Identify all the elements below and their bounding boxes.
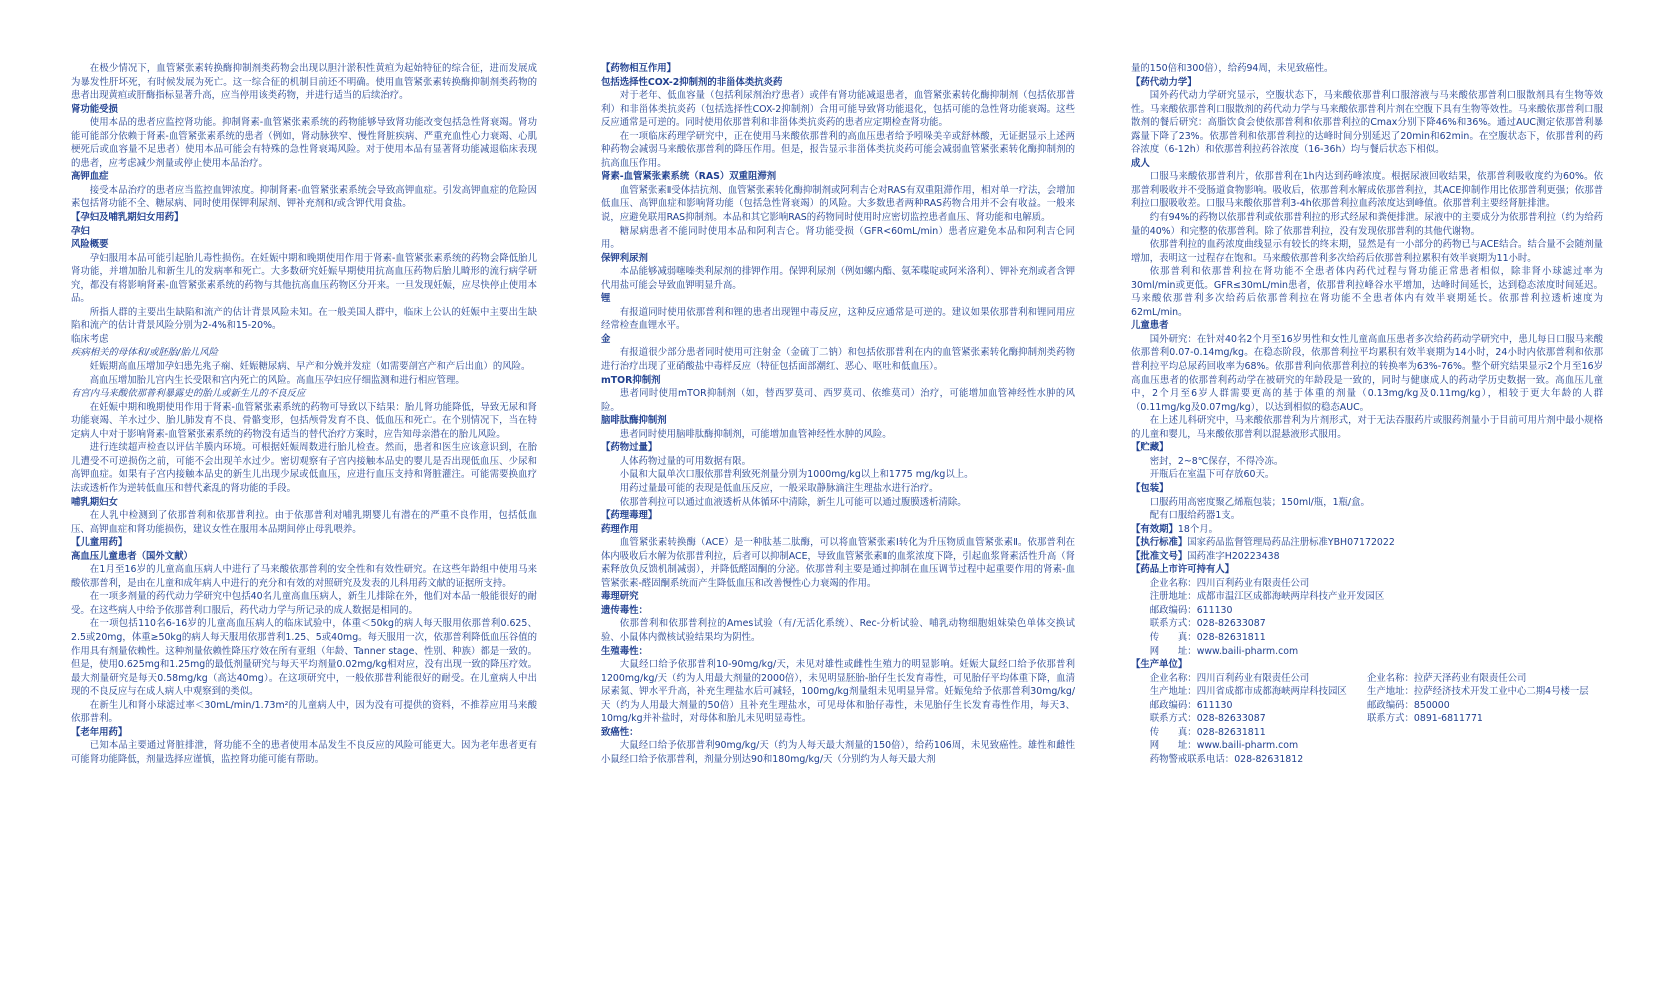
paragraph: 用药过量最可能的表现是低血压反应，一般采取静脉滴注生理盐水进行治疗。: [619, 482, 939, 494]
paragraph: 患者同时使用脑啡肽酶抑制剂，可能增加血管神经性水肿的风险。: [619, 428, 892, 440]
field-label: 传 真：: [1149, 631, 1197, 643]
paragraph: 口服马来酸依那普利片，依那普利在1h内达到药峰浓度。根据尿液回收结果，依那普利吸收度约为60%。依那普利吸收并不受肠道食物影响。吸收后，依那普利水解成依那普利拉，其ACE抑制作用比依那普利更强；依那普利拉口服吸收差。口服马来酸依那普利3-4h依那普利拉血药浓度达到峰值。依那普利主要经肾脏排泄。: [1131, 171, 1603, 210]
paragraph: 糖尿病患者不能同时使用本品和阿利吉仑。肾功能受损（GFR<60mL/min）患者应避免本品和阿利吉仑同用。: [601, 225, 1075, 251]
mfr-row: [1367, 672, 1603, 686]
section-heading: 【药物过量】: [601, 442, 658, 454]
paragraph: 在新生儿和肾小球滤过率＜30mL/min/1.73m²的儿童病人中，因为没有可提供的资料，不推荐应用马来酸依那普利。: [71, 699, 537, 725]
manufacturer-1: [1131, 672, 1367, 767]
mfr-row: [1367, 685, 1603, 699]
section-heading: 【儿童用药】: [71, 537, 128, 549]
field-value: 028-82633087: [1196, 713, 1266, 725]
mah-row: [1131, 645, 1603, 659]
section-heading: 【生产单位】: [1131, 659, 1188, 671]
mfr-row: [1131, 739, 1367, 753]
subheading: 毒理研究: [601, 591, 639, 603]
section-heading: 【药品上市许可持有人】: [1131, 564, 1235, 576]
section-heading: 【孕妇及哺乳期妇女用药】: [71, 212, 184, 224]
field-label: 邮政编码：: [1149, 604, 1197, 616]
field-label: 网 址：: [1149, 740, 1197, 752]
field-value: 028-82631811: [1196, 631, 1266, 643]
field-value: 拉萨经济技术开发工业中心二期4号楼一层: [1413, 686, 1589, 698]
paragraph: 接受本品治疗的患者应当监控血钾浓度。抑制肾素-血管紧张素系统会导致高钾血症。引发高钾血症的危险因素包括肾功能不全、糖尿病、同时使用保钾利尿剂、钾补充剂和/或含钾代用食盐。: [71, 184, 537, 210]
paragraph: 对于老年、低血容量（包括利尿剂治疗患者）或伴有肾功能减退患者，血管紧张素转化酶抑制剂（包括依那普利）和非甾体类抗炎药（包括选择性COX-2抑制剂）合用可能导致肾功能退化，包括可能的急性肾功能衰竭。这些反应通常是可逆的。同时使用依那普利和非甾体类抗炎药的患者应定期检查肾功能。: [601, 90, 1075, 129]
field-label: 联系方式：: [1149, 618, 1197, 630]
subheading: 儿童患者: [1131, 320, 1169, 332]
field-label: 联系方式：: [1149, 713, 1197, 725]
field-label: 联系方式：: [1367, 713, 1414, 725]
mfr-row: [1131, 685, 1367, 699]
approval-value: 国药准字H20223438: [1187, 550, 1280, 562]
paragraph: 在人乳中检测到了依那普利和依那普利拉。由于依那普利对哺乳期婴儿有潜在的严重不良作用，包括低血压、高钾血症和肾功能损伤，建议女性在服用本品期间停止母乳喂养。: [71, 510, 537, 535]
field-label: 邮政编码：: [1367, 699, 1414, 711]
section-heading: 【药物相互作用】: [601, 63, 677, 74]
approval-line: [1131, 550, 1603, 564]
manufacturers: [1131, 672, 1603, 767]
field-label: 网 址：: [1149, 645, 1197, 657]
manufacturer-2: [1367, 672, 1603, 767]
section-heading: 【药代动力学】: [1131, 76, 1197, 88]
paragraph: 密封，2~8℃保存，不得冷冻。: [1149, 455, 1284, 467]
column-middle: [601, 62, 1075, 962]
standard-value: 国家药品监督管理局药品注册标准YBH07172022: [1187, 537, 1395, 549]
paragraph: 所指人群的主要出生缺陷和流产的估计背景风险未知。在一般美国人群中，临床上公认的妊娠中主要出生缺陷和流产的估计背景风险分别为2-4%和15-20%。: [71, 306, 537, 332]
mah-row: [1131, 631, 1603, 645]
paragraph: 在1月至16岁的儿童高血压病人中进行了马来酸依那普利的安全性和有效性研究。在这些年龄组中使用马来酸依那普利，是由在儿童和成年病人中进行的充分和有效的对照研究及发表的儿科用药文献的证据所支持。: [71, 564, 537, 589]
section-heading: 【执行标准】: [1131, 537, 1188, 549]
field-value: 四川百利药业有限责任公司: [1196, 672, 1310, 684]
paragraph: 依那普利和依那普利拉的Ames试验（有/无活化系统）、Rec-分析试验、哺乳动物细胞姐妹染色单体交换试验、小鼠体内微核试验结果均为阴性。: [601, 618, 1075, 643]
field-value: 四川百利药业有限责任公司: [1196, 577, 1310, 589]
paragraph: 患者同时使用mTOR抑制剂（如，替西罗莫司、西罗莫司、依维莫司）治疗，可能增加血管神经性水肿的风险。: [601, 388, 1075, 413]
section-heading: 【老年用药】: [71, 726, 128, 738]
field-value: www.baili-pharm.com: [1196, 645, 1299, 657]
paragraph: 量的150倍和300倍），给药94周，未见致癌性。: [1131, 63, 1334, 74]
paragraph: 配有口服给药器1支。: [1149, 510, 1241, 522]
subheading: 风险概要: [71, 239, 109, 251]
paragraph: 依那普利和依那普利拉在肾功能不全患者体内药代过程与肾功能正常患者相似，除非肾小球滤过率为30ml/min或更低。GFR≤30mL/min患者，依那普利拉峰谷水平增加，达峰时间延长，达到稳态浓度时间延迟。马来酸依那普利多次给药后依那普利拉在肾功能不全患者体内有效半衰期延长。依那普利拉透析速度为62mL/min。: [1131, 266, 1603, 318]
field-value: 028-82631811: [1196, 726, 1266, 738]
subheading: 成人: [1131, 157, 1150, 169]
subheading: 遗传毒性：: [601, 604, 648, 616]
mah-row: [1131, 617, 1603, 631]
field-value: 四川省成都市成都海峡两岸科技园区: [1196, 686, 1347, 698]
paragraph: 有报道同时使用依那普利和锂的患者出现锂中毒反应，这种反应通常是可逆的。建议如果依那普利和锂同用应经常检查血锂水平。: [601, 306, 1075, 332]
subheading: 高血压儿童患者（国外文献）: [71, 550, 193, 562]
paragraph: 在一项包括110名6-16岁的儿童高血压病人的临床试验中，体重＜50kg的病人每天服用依那普利0.625、2.5或20mg，体重≥50kg的病人每天服用依那普利1.25、5或40mg。每天服用一次，依那普利降低血压谷值的作用具有剂量依赖性。这种剂量依赖性降压疗效在所有亚组（年龄、Tanner stage、性别、种族）都是一致的。但是，使用0.625mg和1.25mg的最低剂量研究与每天平均剂量0.02mg/kg相对应，没有出现一致的降压疗效。最大剂量研究是每天0.58mg/kg（高达40mg）。在这项研究中，一般依那普利能很好的耐受。在儿童病人中出现的不良反应与在成人病人中观察到的类似。: [71, 618, 537, 698]
field-value: 611130: [1196, 699, 1233, 711]
subheading: 保钾利尿剂: [601, 252, 648, 264]
field-value: 028-82631812: [1234, 753, 1304, 765]
field-label: 传 真：: [1149, 726, 1197, 738]
subheading: mTOR抑制剂: [601, 374, 661, 386]
subheading: 生殖毒性：: [601, 645, 648, 657]
field-label: 生产地址：: [1367, 686, 1414, 698]
paragraph: 进行连续超声检查以评估羊膜内环境。可根据妊娠周数进行胎儿检查。然而，患者和医生应该意识到，在胎儿遭受不可逆损伤之前，可能不会出现羊水过少。密切观察有子宫内接触本品史的婴儿是否出现低血压、少尿和高钾血症。如果有子宫内接触本品史的新生儿出现少尿或低血压，应进行血压支持和肾脏灌注。可能需要换血疗法或透析作为逆转低血压和替代紊乱的肾功能的手段。: [71, 442, 537, 494]
mah-row: [1131, 577, 1603, 591]
shelf-life-value: 18个月。: [1177, 523, 1218, 535]
paragraph: 有报道很少部分患者同时使用可注射金（金硫丁二钠）和包括依那普利在内的血管紧张素转化酶抑制剂类药物进行治疗出现了亚硝酸盐中毒样反应（特征包括面部潮红、恶心、呕吐和低血压）。: [601, 347, 1075, 373]
paragraph: 血管紧张素转换酶（ACE）是一种肽基二肽酶，可以将血管紧张素Ⅰ转化为升压物质血管紧张素Ⅱ。依那普利在体内吸收后水解为依那普利拉，后者可以抑制ACE，导致血管紧张素Ⅱ的血浆浓度下降，引起血浆肾素活性升高（肾素释放负反馈机制减弱），并降低醛固酮的分泌。依那普利主要是通过抑制在血压调节过程中起重要作用的肾素-血管紧张素-醛固酮系统而产生降低血压和改善慢性心力衰竭的作用。: [601, 537, 1075, 589]
field-value: www.baili-pharm.com: [1196, 740, 1299, 752]
standard-line: [1131, 536, 1603, 550]
paragraph: 国外研究：在针对40名2个月至16岁男性和女性儿童高血压患者多次给药药动学研究中，患儿每日口服马来酸依那普利0.07-0.14mg/kg。在稳态阶段，依那普利拉平均累积有效半衰期为14小时，24小时内依那普利和依那普利拉平均总尿药回收率为68%。依那普利向依那普利拉的转换率为63%-76%。整个研究结果显示2个月至16岁高血压患者的依那普利药动学在被研究的年龄段是一致的，同时与健康成人的药动学历史数据一致。高血压儿童中，2个月至6岁人群需要更高的基于体重的剂量（0.13mg/kg及0.11mg/kg），相较于更大年龄的人群（0.11mg/kg及0.07mg/kg），以达到相似的稳态AUC。: [1131, 333, 1603, 413]
subheading: 有宫内马来酸依那普利暴露史的胎儿或新生儿的不良反应: [71, 388, 306, 400]
paragraph: 妊娠期高血压增加孕妇患先兆子痫、妊娠糖尿病、早产和分娩并发症（如需要剖宫产和产后出血）的风险。: [89, 361, 531, 373]
field-label: 企业名称：: [1149, 577, 1197, 589]
field-label: 邮政编码：: [1149, 699, 1197, 711]
mah-row: [1131, 590, 1603, 604]
subheading: 孕妇: [71, 225, 90, 237]
field-label: 注册地址：: [1149, 591, 1197, 603]
paragraph: 血管紧张素Ⅱ受体拮抗剂、血管紧张素转化酶抑制剂或阿利吉仑对RAS有双重阻滞作用，相对单一疗法，会增加低血压、高钾血症和影响肾功能（包括急性肾衰竭）的风险。大多数患者两种RAS药物合用并不会有收益。一般来说，应避免联用RAS抑制剂。本品和其它影响RAS的药物同时使用时应密切监控患者血压、肾功能和电解质。: [601, 184, 1075, 224]
subheading: 锂: [601, 293, 611, 305]
field-value: 拉萨天泽药业有限责任公司: [1413, 672, 1527, 684]
subheading: 脑啡肽酶抑制剂: [601, 415, 667, 427]
mfr-row: [1131, 726, 1367, 740]
mfr-row: [1367, 712, 1603, 726]
subheading: 临床考虑: [71, 333, 109, 345]
paragraph: 在一项多剂量的药代动力学研究中包括40名儿童高血压病人，新生儿排除在外，他们对本品一般能很好的耐受。在这些病人中给予依那普利口服后，药代动力学与所记录的成人数据是相同的。: [71, 591, 537, 616]
mfr-row: [1131, 672, 1367, 686]
paragraph: 已知本品主要通过肾脏排泄，肾功能不全的患者使用本品发生不良反应的风险可能更大。因为老年患者更有可能肾功能降低，剂量选择应谨慎，监控肾功能可能有帮助。: [71, 740, 537, 765]
section-heading: 【批准文号】: [1131, 550, 1188, 562]
field-label: 生产地址：: [1149, 686, 1197, 698]
mfr-row: [1367, 699, 1603, 713]
paragraph: 依那普利拉的血药浓度曲线显示有较长的终末期，显然是有一小部分的药物已与ACE结合。结合量不会随剂量增加，表明这一过程存在饱和。马来酸依那普利多次给药后依那普利拉累积有效半衰期为11小时。: [1131, 239, 1603, 264]
paragraph: 在一项临床药理学研究中，正在使用马来酸依那普利的高血压患者给予吲哚美辛或舒林酸，无证据显示上述两种药物会减弱马来酸依那普利的降压作用。但是，报告显示非甾体类抗炎药可能会减弱血管紧张素转化酶抑制剂的抗高血压作用。: [601, 130, 1075, 169]
section-heading: 【有效期】: [1131, 523, 1178, 535]
mfr-row: [1131, 712, 1367, 726]
shelf-life-line: [1131, 523, 1603, 537]
paragraph: 国外药代动力学研究显示，空腹状态下，马来酸依那普利口服溶液与马来酸依那普利口服散剂具有生物等效性。马来酸依那普利口服散剂的药代动力学与马来酸依那普利片剂在空腹下具有生物等效性。马来酸依那普利口服散剂的餐后研究：高脂饮食会使依那普利和依那普利拉的Cmax分别下降46%和36%。通过AUC测定依那普利暴露量下降了23%。依那普利和依那普利拉的达峰时间分别延迟了20min和62min。在空腹状态下，依那普利的药谷浓度（6-12h）和依那普利拉药谷浓度（16-36h）均与餐后状态下相似。: [1131, 90, 1603, 156]
field-label: 企业名称：: [1149, 672, 1197, 684]
subheading: 哺乳期妇女: [71, 496, 118, 508]
paragraph: 使用本品的患者应监控肾功能。抑制肾素-血管紧张素系统的药物能够导致肾功能改变包括急性肾衰竭。肾功能可能部分依赖于肾素-血管紧张素系统的患者（例如，肾动脉狭窄、慢性肾脏疾病、严重充血性心力衰竭、心肌梗死后或血容量不足患者）使用本品可能会有特殊的急性肾衰竭风险。对于使用本品有显著肾功能减退临床表现的患者，应考虑减少剂量或停止使用本品治疗。: [71, 117, 537, 169]
subheading: 肾功能受损: [71, 103, 118, 115]
subheading: 致癌性：: [601, 726, 639, 738]
mah-row: [1131, 604, 1603, 618]
mfr-row: [1131, 753, 1367, 767]
field-label: 企业名称：: [1367, 672, 1414, 684]
paragraph: 高血压增加胎儿宫内生长受限和宫内死亡的风险。高血压孕妇应仔细监测和进行相应管理。: [89, 374, 465, 386]
paragraph: 口服药用高密度聚乙烯瓶包装；150ml/瓶，1瓶/盒。: [1149, 496, 1370, 508]
field-value: 成都市温江区成都海峡两岸科技产业开发园区: [1196, 591, 1385, 603]
paragraph: 大鼠经口给予依那普利90mg/kg/天（约为人每天最大剂量的150倍），给药106周，未见致癌性。雄性和雌性小鼠经口给予依那普利，剂量分别达90和180mg/kg/天（分别约为人每天最大剂: [601, 740, 1075, 765]
column-right: [1131, 62, 1603, 962]
subheading: 药理作用: [601, 523, 639, 535]
mfr-row: [1131, 699, 1367, 713]
paragraph: 开瓶后在室温下可存放60天。: [1149, 469, 1275, 481]
paragraph: 在上述儿科研究中，马来酸依那普利为片剂形式，对于无法吞服药片或服药剂量小于目前可用片剂中最小规格的儿童和婴儿，马来酸依那普利以混悬液形式服用。: [1131, 415, 1603, 440]
field-value: 0891-6811771: [1413, 713, 1483, 725]
section-heading: 【药理毒理】: [601, 510, 658, 522]
paragraph: 本品能够减弱噻嗪类利尿剂的排钾作用。保钾利尿剂（例如螺内酯、氨苯喋啶或阿米洛利）、钾补充剂或者含钾代用盐可能会导致血钾明显升高。: [601, 266, 1075, 291]
section-heading: 【包装】: [1131, 482, 1169, 494]
section-heading: 【贮藏】: [1131, 442, 1169, 454]
paragraph: 大鼠经口给予依那普利10-90mg/kg/天，未见对雄性或雌性生殖力的明显影响。妊娠大鼠经口给予依那普利1200mg/kg/天（约为人用最大剂量的2000倍），未见明显胚胎-胎仔生长发育毒性，可见胎仔平均体重下降，血清尿素氮、钾水平升高，补充生理盐水后可减轻，100mg/kg剂量组未见明显异常。妊娠兔给予依那普利30mg/kg/天（约为人用最大剂量的50倍）且补充生理盐水，可见母体和胎仔毒性，未见胎仔生长发育毒性作用，每天3、10mg/kg并补盐时，对母体和胎儿未见明显毒性。: [601, 659, 1075, 725]
paragraph: 约有94%的药物以依那普利或依那普利拉的形式经尿和粪便排泄。尿液中的主要成分为依那普利拉（约为给药量的40%）和完整的依那普利。除了依那普利拉，没有发现依那普利的其他代谢物。: [1131, 212, 1603, 237]
subheading: 高钾血症: [71, 171, 109, 183]
field-label: 药物警戒联系电话：: [1149, 753, 1235, 765]
field-value: 028-82633087: [1196, 618, 1266, 630]
field-value: 611130: [1196, 604, 1233, 616]
paragraph: 在极少情况下，血管紧张素转换酶抑制剂类药物会出现以胆汁淤积性黄疸为起始特征的综合征，进而发展成为暴发性肝坏死，有时候发展为死亡。这一综合征的机制目前还不明确。使用血管紧张素转换酶抑制剂类药物的患者出现黄疸或肝酶指标显著升高，应当停用该类药物，并进行适当的后续治疗。: [71, 63, 537, 102]
paragraph: 依那普利拉可以通过血液透析从体循环中清除，新生儿可能可以通过腹膜透析清除。: [619, 496, 967, 508]
paragraph: 在妊娠中期和晚期使用作用于肾素-血管紧张素系统的药物可导致以下结果：胎儿肾功能降低，导致无尿和肾功能衰竭、羊水过少、胎儿肺发育不良、骨骼变形，包括颅骨发育不良、低血压和死亡。在个别情况下，当在特定病人中对于影响肾素-血管紧张素系统的药物没有适当的替代治疗方案时，应告知母亲潜在的胎儿风险。: [71, 401, 537, 440]
subheading: 包括选择性COX-2抑制剂的非甾体类抗炎药: [601, 76, 783, 88]
field-value: 850000: [1413, 699, 1450, 711]
column-left: [71, 62, 537, 962]
paragraph: 孕妇服用本品可能引起胎儿毒性损伤。在妊娠中期和晚期使用作用于肾素-血管紧张素系统的药物会降低胎儿肾功能，并增加胎儿和新生儿的发病率和死亡。大多数研究妊娠早期使用抗高血压药物后胎儿畸形的流行病学研究，都没有将影响肾素-血管紧张素系统的药物与其他抗高血压药物区分开来。一旦发现妊娠，应尽快停止使用本品。: [71, 252, 537, 305]
paragraph: 人体药物过量的可用数据有限。: [619, 455, 752, 467]
paragraph: 小鼠和大鼠单次口服依那普利致死剂量分别为1000mg/kg以上和1775 mg/kg以上。: [619, 469, 974, 481]
subheading: 疾病相关的母体和/或胚胎/胎儿风险: [71, 347, 218, 359]
subheading: 肾素-血管紧张素系统（RAS）双重阻滞剂: [601, 171, 777, 183]
subheading: 金: [601, 333, 611, 345]
